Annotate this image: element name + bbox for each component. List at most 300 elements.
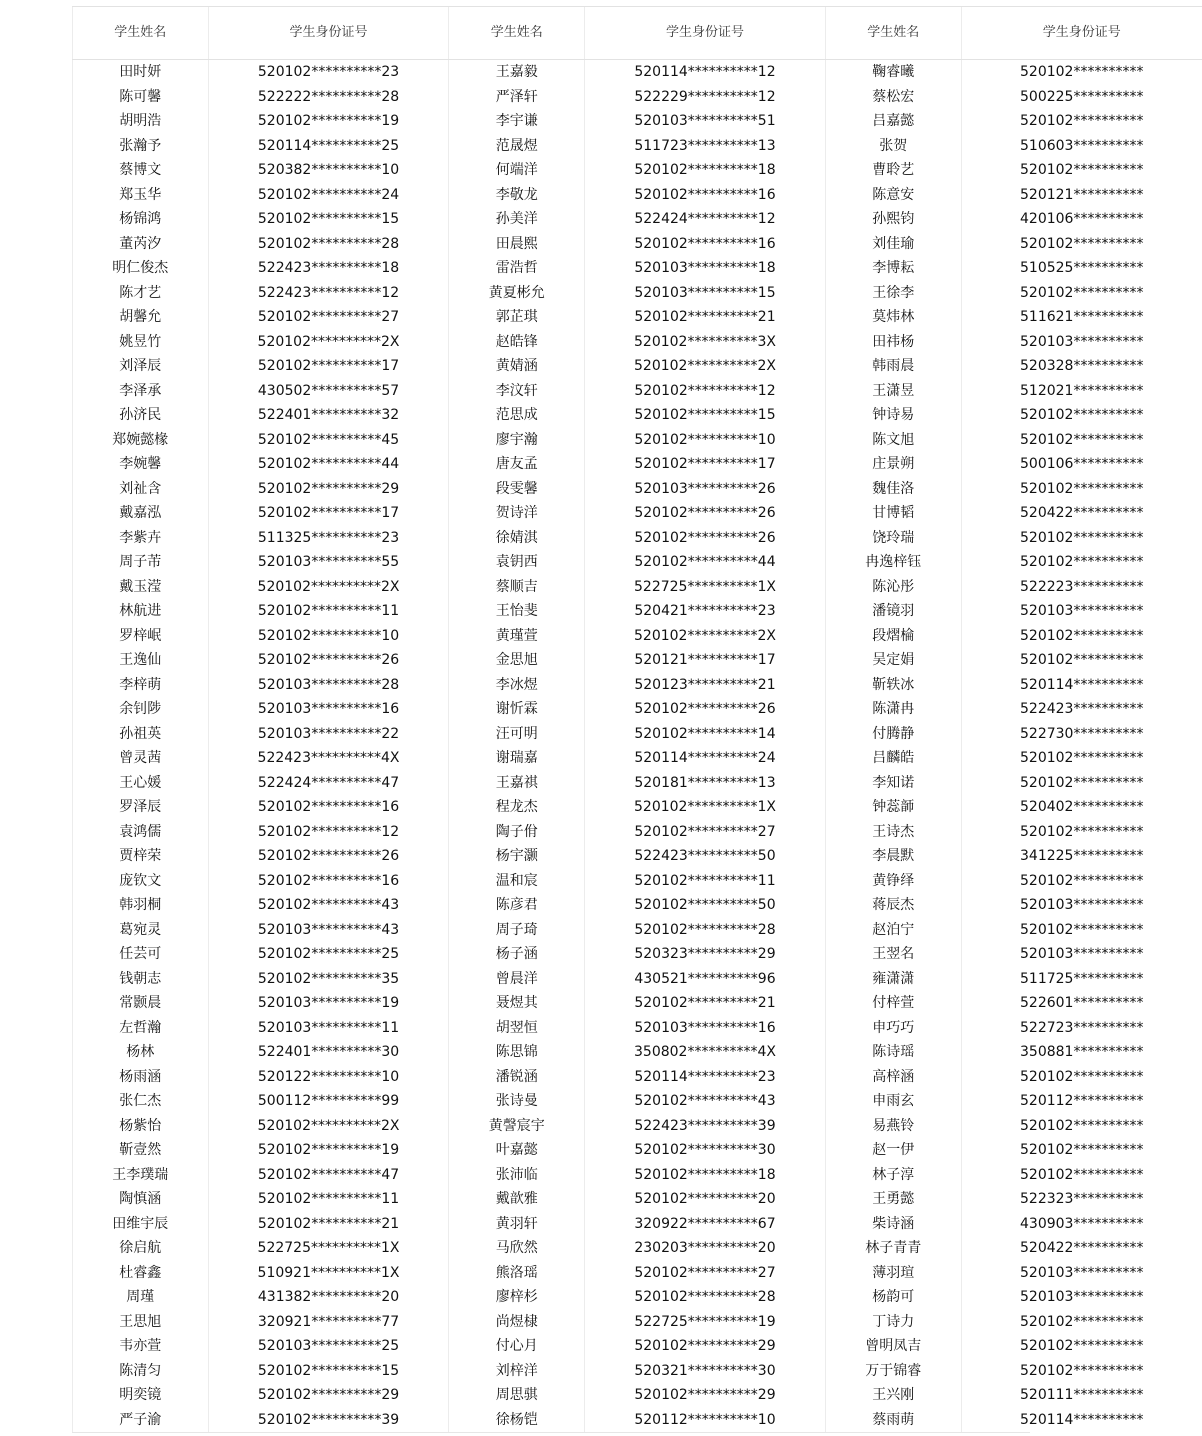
student-id-cell: 520102**********29 — [208, 477, 449, 502]
student-id-cell: 520102********** — [961, 403, 1202, 428]
table-row — [73, 967, 1202, 992]
table-row — [73, 1187, 1202, 1212]
student-id-cell: 520102**********30 — [585, 1138, 826, 1163]
student-id-cell: 520103********** — [961, 330, 1202, 355]
student-name-cell: 刘泽辰 — [73, 354, 209, 379]
student-id-cell: 320921**********77 — [208, 1310, 449, 1335]
student-id-cell: 520102**********14 — [585, 722, 826, 747]
student-id-cell: 520102**********43 — [208, 893, 449, 918]
student-id-cell: 510921**********1X — [208, 1261, 449, 1286]
student-id-cell: 520122**********10 — [208, 1065, 449, 1090]
student-name-cell: 韩雨晨 — [825, 354, 961, 379]
table-row — [73, 1114, 1202, 1139]
student-name-cell: 雷浩哲 — [449, 256, 585, 281]
student-id-cell: 522723********** — [961, 1016, 1202, 1041]
student-name-cell: 陈才艺 — [73, 281, 209, 306]
student-name-cell: 赵一伊 — [825, 1138, 961, 1163]
table-row — [73, 403, 1202, 428]
student-id-cell: 350802**********4X — [585, 1040, 826, 1065]
table-row — [73, 134, 1202, 159]
student-id-cell: 520102**********35 — [208, 967, 449, 992]
student-id-cell: 520328********** — [961, 354, 1202, 379]
student-id-cell: 520102**********29 — [585, 1383, 826, 1408]
student-id-cell: 520102**********28 — [585, 1285, 826, 1310]
student-id-cell: 520102**********1X — [585, 795, 826, 820]
student-name-cell: 靳轶冰 — [825, 673, 961, 698]
table-row — [73, 820, 1202, 845]
table-row — [73, 379, 1202, 404]
table-row — [73, 109, 1202, 134]
student-id-cell: 520103**********16 — [208, 697, 449, 722]
student-name-cell: 何端洋 — [449, 158, 585, 183]
student-id-cell: 520114********** — [961, 1408, 1202, 1433]
student-name-cell: 戴玉滢 — [73, 575, 209, 600]
table-row — [73, 183, 1202, 208]
student-name-cell: 李知诺 — [825, 771, 961, 796]
student-id-cell: 520102********** — [961, 1065, 1202, 1090]
student-name-cell: 王徐李 — [825, 281, 961, 306]
student-name-cell: 段熠棆 — [825, 624, 961, 649]
student-id-cell: 520102**********20 — [585, 1187, 826, 1212]
student-id-cell: 520103**********25 — [208, 1334, 449, 1359]
student-name-cell: 杨林 — [73, 1040, 209, 1065]
student-name-cell: 董芮汐 — [73, 232, 209, 257]
student-id-cell: 522223********** — [961, 575, 1202, 600]
table-row — [73, 330, 1202, 355]
student-id-cell: 520102********** — [961, 648, 1202, 673]
student-name-cell: 王思旭 — [73, 1310, 209, 1335]
student-id-cell: 520102**********12 — [585, 379, 826, 404]
student-name-cell: 明仁俊杰 — [73, 256, 209, 281]
student-name-cell: 胡明浩 — [73, 109, 209, 134]
student-name-cell: 胡馨允 — [73, 305, 209, 330]
student-id-cell: 520103**********11 — [208, 1016, 449, 1041]
student-id-cell: 520102********** — [961, 109, 1202, 134]
student-name-cell: 廖梓杉 — [449, 1285, 585, 1310]
student-id-cell: 520102********** — [961, 1359, 1202, 1384]
student-name-cell: 陈清匀 — [73, 1359, 209, 1384]
student-id-cell: 520102********** — [961, 232, 1202, 257]
student-name-cell: 吕嘉懿 — [825, 109, 961, 134]
student-name-cell: 金思旭 — [449, 648, 585, 673]
student-id-cell: 520102********** — [961, 477, 1202, 502]
student-name-cell: 潘镜羽 — [825, 599, 961, 624]
student-name-cell: 严泽轩 — [449, 85, 585, 110]
student-name-cell: 徐杨铠 — [449, 1408, 585, 1433]
student-name-cell: 易燕铃 — [825, 1114, 961, 1139]
student-name-cell: 付梓萱 — [825, 991, 961, 1016]
student-id-cell: 520102**********29 — [585, 1334, 826, 1359]
student-name-cell: 李敬龙 — [449, 183, 585, 208]
student-name-cell: 郑婉懿椽 — [73, 428, 209, 453]
student-name-cell: 曾晨洋 — [449, 967, 585, 992]
student-name-cell: 靳壹然 — [73, 1138, 209, 1163]
student-name-cell: 陈潇冉 — [825, 697, 961, 722]
student-id-cell: 520102**********28 — [208, 232, 449, 257]
student-name-cell: 王心媛 — [73, 771, 209, 796]
student-name-cell: 王逸仙 — [73, 648, 209, 673]
student-name-cell: 刘梓洋 — [449, 1359, 585, 1384]
student-name-cell: 李婉馨 — [73, 452, 209, 477]
student-name-cell: 庄景朔 — [825, 452, 961, 477]
table-row — [73, 1334, 1202, 1359]
student-id-cell: 520102********** — [961, 746, 1202, 771]
table-row — [73, 599, 1202, 624]
student-name-cell: 蔡博文 — [73, 158, 209, 183]
student-id-cell: 520102**********45 — [208, 428, 449, 453]
student-name-cell: 冉逸梓钰 — [825, 550, 961, 575]
student-name-cell: 李冰煜 — [449, 673, 585, 698]
table-row — [73, 771, 1202, 796]
table-row — [73, 648, 1202, 673]
student-id-cell: 430903********** — [961, 1212, 1202, 1237]
student-id-cell: 520103**********16 — [585, 1016, 826, 1041]
student-name-cell: 赵泊宁 — [825, 918, 961, 943]
student-name-cell: 罗泽辰 — [73, 795, 209, 820]
table-row — [73, 991, 1202, 1016]
student-name-cell: 申巧巧 — [825, 1016, 961, 1041]
student-id-cell: 520102********** — [961, 624, 1202, 649]
student-id-cell: 230203**********20 — [585, 1236, 826, 1261]
student-id-cell: 520102**********16 — [208, 869, 449, 894]
student-name-cell: 李宇谦 — [449, 109, 585, 134]
student-id-cell: 520102**********27 — [585, 1261, 826, 1286]
student-name-cell: 常颢晨 — [73, 991, 209, 1016]
table-row — [73, 893, 1202, 918]
student-id-cell: 520102**********15 — [208, 1359, 449, 1384]
student-id-cell: 520114**********12 — [585, 60, 826, 85]
student-id-cell: 520114**********25 — [208, 134, 449, 159]
table-row — [73, 795, 1202, 820]
table-row — [73, 1163, 1202, 1188]
student-name-cell: 钟诗易 — [825, 403, 961, 428]
student-name-cell: 胡翌恒 — [449, 1016, 585, 1041]
table-row — [73, 1089, 1202, 1114]
student-name-cell: 张瀚予 — [73, 134, 209, 159]
student-name-cell: 陈彦君 — [449, 893, 585, 918]
student-name-cell: 钱朝志 — [73, 967, 209, 992]
student-name-cell: 陈文旭 — [825, 428, 961, 453]
student-name-cell: 杨雨涵 — [73, 1065, 209, 1090]
student-id-cell: 520102**********21 — [585, 305, 826, 330]
student-name-cell: 王怡斐 — [449, 599, 585, 624]
student-id-cell: 520102**********39 — [208, 1408, 449, 1433]
student-id-cell: 520102********** — [961, 428, 1202, 453]
student-name-cell: 王诗杰 — [825, 820, 961, 845]
student-name-cell: 李紫卉 — [73, 526, 209, 551]
table-row — [73, 256, 1202, 281]
header-cell: 学生身份证号 — [208, 7, 449, 60]
student-name-cell: 鞠睿曦 — [825, 60, 961, 85]
student-name-cell: 蒋辰杰 — [825, 893, 961, 918]
student-id-cell: 520102**********26 — [585, 501, 826, 526]
student-id-cell: 522423**********50 — [585, 844, 826, 869]
student-id-cell: 520102********** — [961, 1334, 1202, 1359]
student-name-cell: 戴嘉泓 — [73, 501, 209, 526]
table-row — [73, 1040, 1202, 1065]
student-id-cell: 341225********** — [961, 844, 1202, 869]
student-id-cell: 520102**********2X — [208, 575, 449, 600]
student-id-cell: 522423********** — [961, 697, 1202, 722]
table-row — [73, 942, 1202, 967]
student-name-cell: 刘佳瑜 — [825, 232, 961, 257]
student-id-cell: 520114**********23 — [585, 1065, 826, 1090]
student-name-cell: 蔡松宏 — [825, 85, 961, 110]
student-name-cell: 谢瑞嘉 — [449, 746, 585, 771]
student-name-cell: 袁鸿儒 — [73, 820, 209, 845]
student-name-cell: 郭芷琪 — [449, 305, 585, 330]
student-id-cell: 520102********** — [961, 771, 1202, 796]
student-name-cell: 余钊陟 — [73, 697, 209, 722]
student-name-cell: 张诗曼 — [449, 1089, 585, 1114]
student-id-cell: 520102********** — [961, 869, 1202, 894]
student-name-cell: 王潇昱 — [825, 379, 961, 404]
student-name-cell: 杜睿鑫 — [73, 1261, 209, 1286]
student-id-cell: 520103**********43 — [208, 918, 449, 943]
student-id-cell: 522401**********32 — [208, 403, 449, 428]
student-name-cell: 林航进 — [73, 599, 209, 624]
student-id-cell: 522424**********47 — [208, 771, 449, 796]
student-name-cell: 周瑾 — [73, 1285, 209, 1310]
student-id-cell: 520102********** — [961, 1114, 1202, 1139]
table-row — [73, 1408, 1202, 1433]
student-id-cell: 500112**********99 — [208, 1089, 449, 1114]
table-row — [73, 452, 1202, 477]
student-name-cell: 黄婧涵 — [449, 354, 585, 379]
student-id-cell: 520102********** — [961, 820, 1202, 845]
student-id-cell: 520103********** — [961, 1261, 1202, 1286]
student-id-cell: 520102**********50 — [585, 893, 826, 918]
student-name-cell: 林子淳 — [825, 1163, 961, 1188]
student-id-cell: 520102**********26 — [585, 526, 826, 551]
student-id-cell: 520102**********2X — [585, 624, 826, 649]
table-row — [73, 1065, 1202, 1090]
table-row — [73, 575, 1202, 600]
student-name-cell: 任芸可 — [73, 942, 209, 967]
table-row — [73, 305, 1202, 330]
student-roster-sheet — [72, 6, 1144, 1432]
student-name-cell: 陈诗瑶 — [825, 1040, 961, 1065]
sheet-bottom-border — [72, 1432, 1030, 1433]
student-name-cell: 曹聆艺 — [825, 158, 961, 183]
student-name-cell: 柴诗涵 — [825, 1212, 961, 1237]
student-id-cell: 520102**********27 — [208, 305, 449, 330]
table-row — [73, 232, 1202, 257]
student-id-cell: 520102**********43 — [585, 1089, 826, 1114]
student-name-cell: 吕麟皓 — [825, 746, 961, 771]
student-name-cell: 周子芾 — [73, 550, 209, 575]
student-name-cell: 黄羽轩 — [449, 1212, 585, 1237]
student-id-cell: 520102**********29 — [208, 1383, 449, 1408]
table-header-row — [73, 7, 1202, 60]
student-name-cell: 王兴刚 — [825, 1383, 961, 1408]
student-id-cell: 520103**********22 — [208, 722, 449, 747]
student-name-cell: 高梓涵 — [825, 1065, 961, 1090]
table-row — [73, 746, 1202, 771]
student-id-cell: 520102**********16 — [585, 232, 826, 257]
student-id-cell: 520103********** — [961, 1285, 1202, 1310]
student-name-cell: 段雯馨 — [449, 477, 585, 502]
student-id-cell: 520422********** — [961, 501, 1202, 526]
student-name-cell: 黄瑾萱 — [449, 624, 585, 649]
student-name-cell: 贺诗洋 — [449, 501, 585, 526]
table-row — [73, 697, 1202, 722]
student-id-cell: 522423**********39 — [585, 1114, 826, 1139]
student-id-cell: 520102**********19 — [208, 109, 449, 134]
student-id-cell: 511621********** — [961, 305, 1202, 330]
student-id-cell: 431382**********20 — [208, 1285, 449, 1310]
student-id-cell: 520102********** — [961, 550, 1202, 575]
table-row — [73, 85, 1202, 110]
student-id-cell: 520112**********10 — [585, 1408, 826, 1433]
student-id-cell: 520102**********47 — [208, 1163, 449, 1188]
student-name-cell: 杨紫怡 — [73, 1114, 209, 1139]
table-row — [73, 550, 1202, 575]
table-row — [73, 1016, 1202, 1041]
student-name-cell: 陈可馨 — [73, 85, 209, 110]
student-name-cell: 韦亦萱 — [73, 1334, 209, 1359]
student-id-cell: 520103********** — [961, 893, 1202, 918]
student-name-cell: 曾灵茜 — [73, 746, 209, 771]
student-id-cell: 520102**********10 — [208, 624, 449, 649]
student-id-cell: 520111********** — [961, 1383, 1202, 1408]
table-row — [73, 477, 1202, 502]
student-id-cell: 520121********** — [961, 183, 1202, 208]
table-row — [73, 1285, 1202, 1310]
student-name-cell: 王勇懿 — [825, 1187, 961, 1212]
student-id-cell: 520114********** — [961, 673, 1202, 698]
student-id-cell: 522725**********1X — [585, 575, 826, 600]
student-name-cell: 田时妍 — [73, 60, 209, 85]
table-row — [73, 1236, 1202, 1261]
student-name-cell: 袁钥西 — [449, 550, 585, 575]
student-name-cell: 雍潇潇 — [825, 967, 961, 992]
student-name-cell: 葛宛灵 — [73, 918, 209, 943]
table-row — [73, 1138, 1202, 1163]
student-name-cell: 庞钦文 — [73, 869, 209, 894]
student-id-cell: 520103********** — [961, 599, 1202, 624]
student-name-cell: 申雨玄 — [825, 1089, 961, 1114]
header-cell: 学生姓名 — [449, 7, 585, 60]
student-name-cell: 郑玉华 — [73, 183, 209, 208]
table-row — [73, 722, 1202, 747]
student-id-cell: 520102**********15 — [208, 207, 449, 232]
student-name-cell: 蔡雨萌 — [825, 1408, 961, 1433]
student-name-cell: 陈思锦 — [449, 1040, 585, 1065]
student-name-cell: 王嘉祺 — [449, 771, 585, 796]
student-name-cell: 甘博韬 — [825, 501, 961, 526]
student-name-cell: 李泽承 — [73, 379, 209, 404]
student-roster-table — [72, 6, 1202, 1432]
student-id-cell: 520102**********17 — [208, 501, 449, 526]
student-id-cell: 520402********** — [961, 795, 1202, 820]
student-id-cell: 522401**********30 — [208, 1040, 449, 1065]
student-name-cell: 林子青青 — [825, 1236, 961, 1261]
student-id-cell: 520103**********15 — [585, 281, 826, 306]
student-name-cell: 周子琦 — [449, 918, 585, 943]
student-name-cell: 陶子佾 — [449, 820, 585, 845]
student-id-cell: 520102**********28 — [585, 918, 826, 943]
student-id-cell: 520102**********11 — [208, 599, 449, 624]
student-name-cell: 黄夏彬允 — [449, 281, 585, 306]
student-name-cell: 莫炜林 — [825, 305, 961, 330]
student-id-cell: 520102********** — [961, 60, 1202, 85]
student-name-cell: 徐婧淇 — [449, 526, 585, 551]
student-name-cell: 孙熙钧 — [825, 207, 961, 232]
student-id-cell: 522424**********12 — [585, 207, 826, 232]
student-name-cell: 汪可明 — [449, 722, 585, 747]
student-id-cell: 522601********** — [961, 991, 1202, 1016]
student-name-cell: 田维宇辰 — [73, 1212, 209, 1237]
student-id-cell: 520102**********2X — [585, 354, 826, 379]
student-id-cell: 520181**********13 — [585, 771, 826, 796]
student-name-cell: 潘锐涵 — [449, 1065, 585, 1090]
header-cell: 学生身份证号 — [961, 7, 1202, 60]
student-id-cell: 520102********** — [961, 526, 1202, 551]
table-row — [73, 281, 1202, 306]
student-id-cell: 520102********** — [961, 158, 1202, 183]
student-name-cell: 戴歆雅 — [449, 1187, 585, 1212]
student-id-cell: 520103**********28 — [208, 673, 449, 698]
table-row — [73, 158, 1202, 183]
student-id-cell: 522725**********1X — [208, 1236, 449, 1261]
table-row — [73, 918, 1202, 943]
table-row — [73, 1212, 1202, 1237]
student-name-cell: 丁诗力 — [825, 1310, 961, 1335]
table-row — [73, 526, 1202, 551]
student-name-cell: 廖宇瀚 — [449, 428, 585, 453]
student-id-cell: 520121**********17 — [585, 648, 826, 673]
student-id-cell: 520114**********24 — [585, 746, 826, 771]
student-name-cell: 陈沁彤 — [825, 575, 961, 600]
student-id-cell: 511725********** — [961, 967, 1202, 992]
student-id-cell: 522730********** — [961, 722, 1202, 747]
student-id-cell: 520102**********16 — [208, 795, 449, 820]
student-id-cell: 520421**********23 — [585, 599, 826, 624]
student-name-cell: 王嘉毅 — [449, 60, 585, 85]
student-name-cell: 杨子涵 — [449, 942, 585, 967]
student-id-cell: 512021********** — [961, 379, 1202, 404]
student-name-cell: 李博耘 — [825, 256, 961, 281]
student-id-cell: 520102**********25 — [208, 942, 449, 967]
student-name-cell: 杨锦鸿 — [73, 207, 209, 232]
student-id-cell: 520103**********19 — [208, 991, 449, 1016]
student-name-cell: 万于锦睿 — [825, 1359, 961, 1384]
student-name-cell: 左哲瀚 — [73, 1016, 209, 1041]
student-id-cell: 511325**********23 — [208, 526, 449, 551]
student-name-cell: 杨韵可 — [825, 1285, 961, 1310]
student-id-cell: 520123**********21 — [585, 673, 826, 698]
student-name-cell: 姚昱竹 — [73, 330, 209, 355]
student-name-cell: 王翌名 — [825, 942, 961, 967]
student-name-cell: 李晨默 — [825, 844, 961, 869]
student-id-cell: 520102**********27 — [585, 820, 826, 845]
table-row — [73, 354, 1202, 379]
table-row — [73, 1261, 1202, 1286]
student-id-cell: 520103********** — [961, 942, 1202, 967]
student-id-cell: 520102**********2X — [208, 330, 449, 355]
student-name-cell: 王李璞瑞 — [73, 1163, 209, 1188]
table-row — [73, 428, 1202, 453]
student-id-cell: 520102**********17 — [585, 452, 826, 477]
student-id-cell: 520102**********26 — [208, 844, 449, 869]
table-row — [73, 869, 1202, 894]
student-name-cell: 周思骐 — [449, 1383, 585, 1408]
student-id-cell: 522423**********4X — [208, 746, 449, 771]
student-id-cell: 520102********** — [961, 918, 1202, 943]
student-name-cell: 范思成 — [449, 403, 585, 428]
student-name-cell: 温和宸 — [449, 869, 585, 894]
